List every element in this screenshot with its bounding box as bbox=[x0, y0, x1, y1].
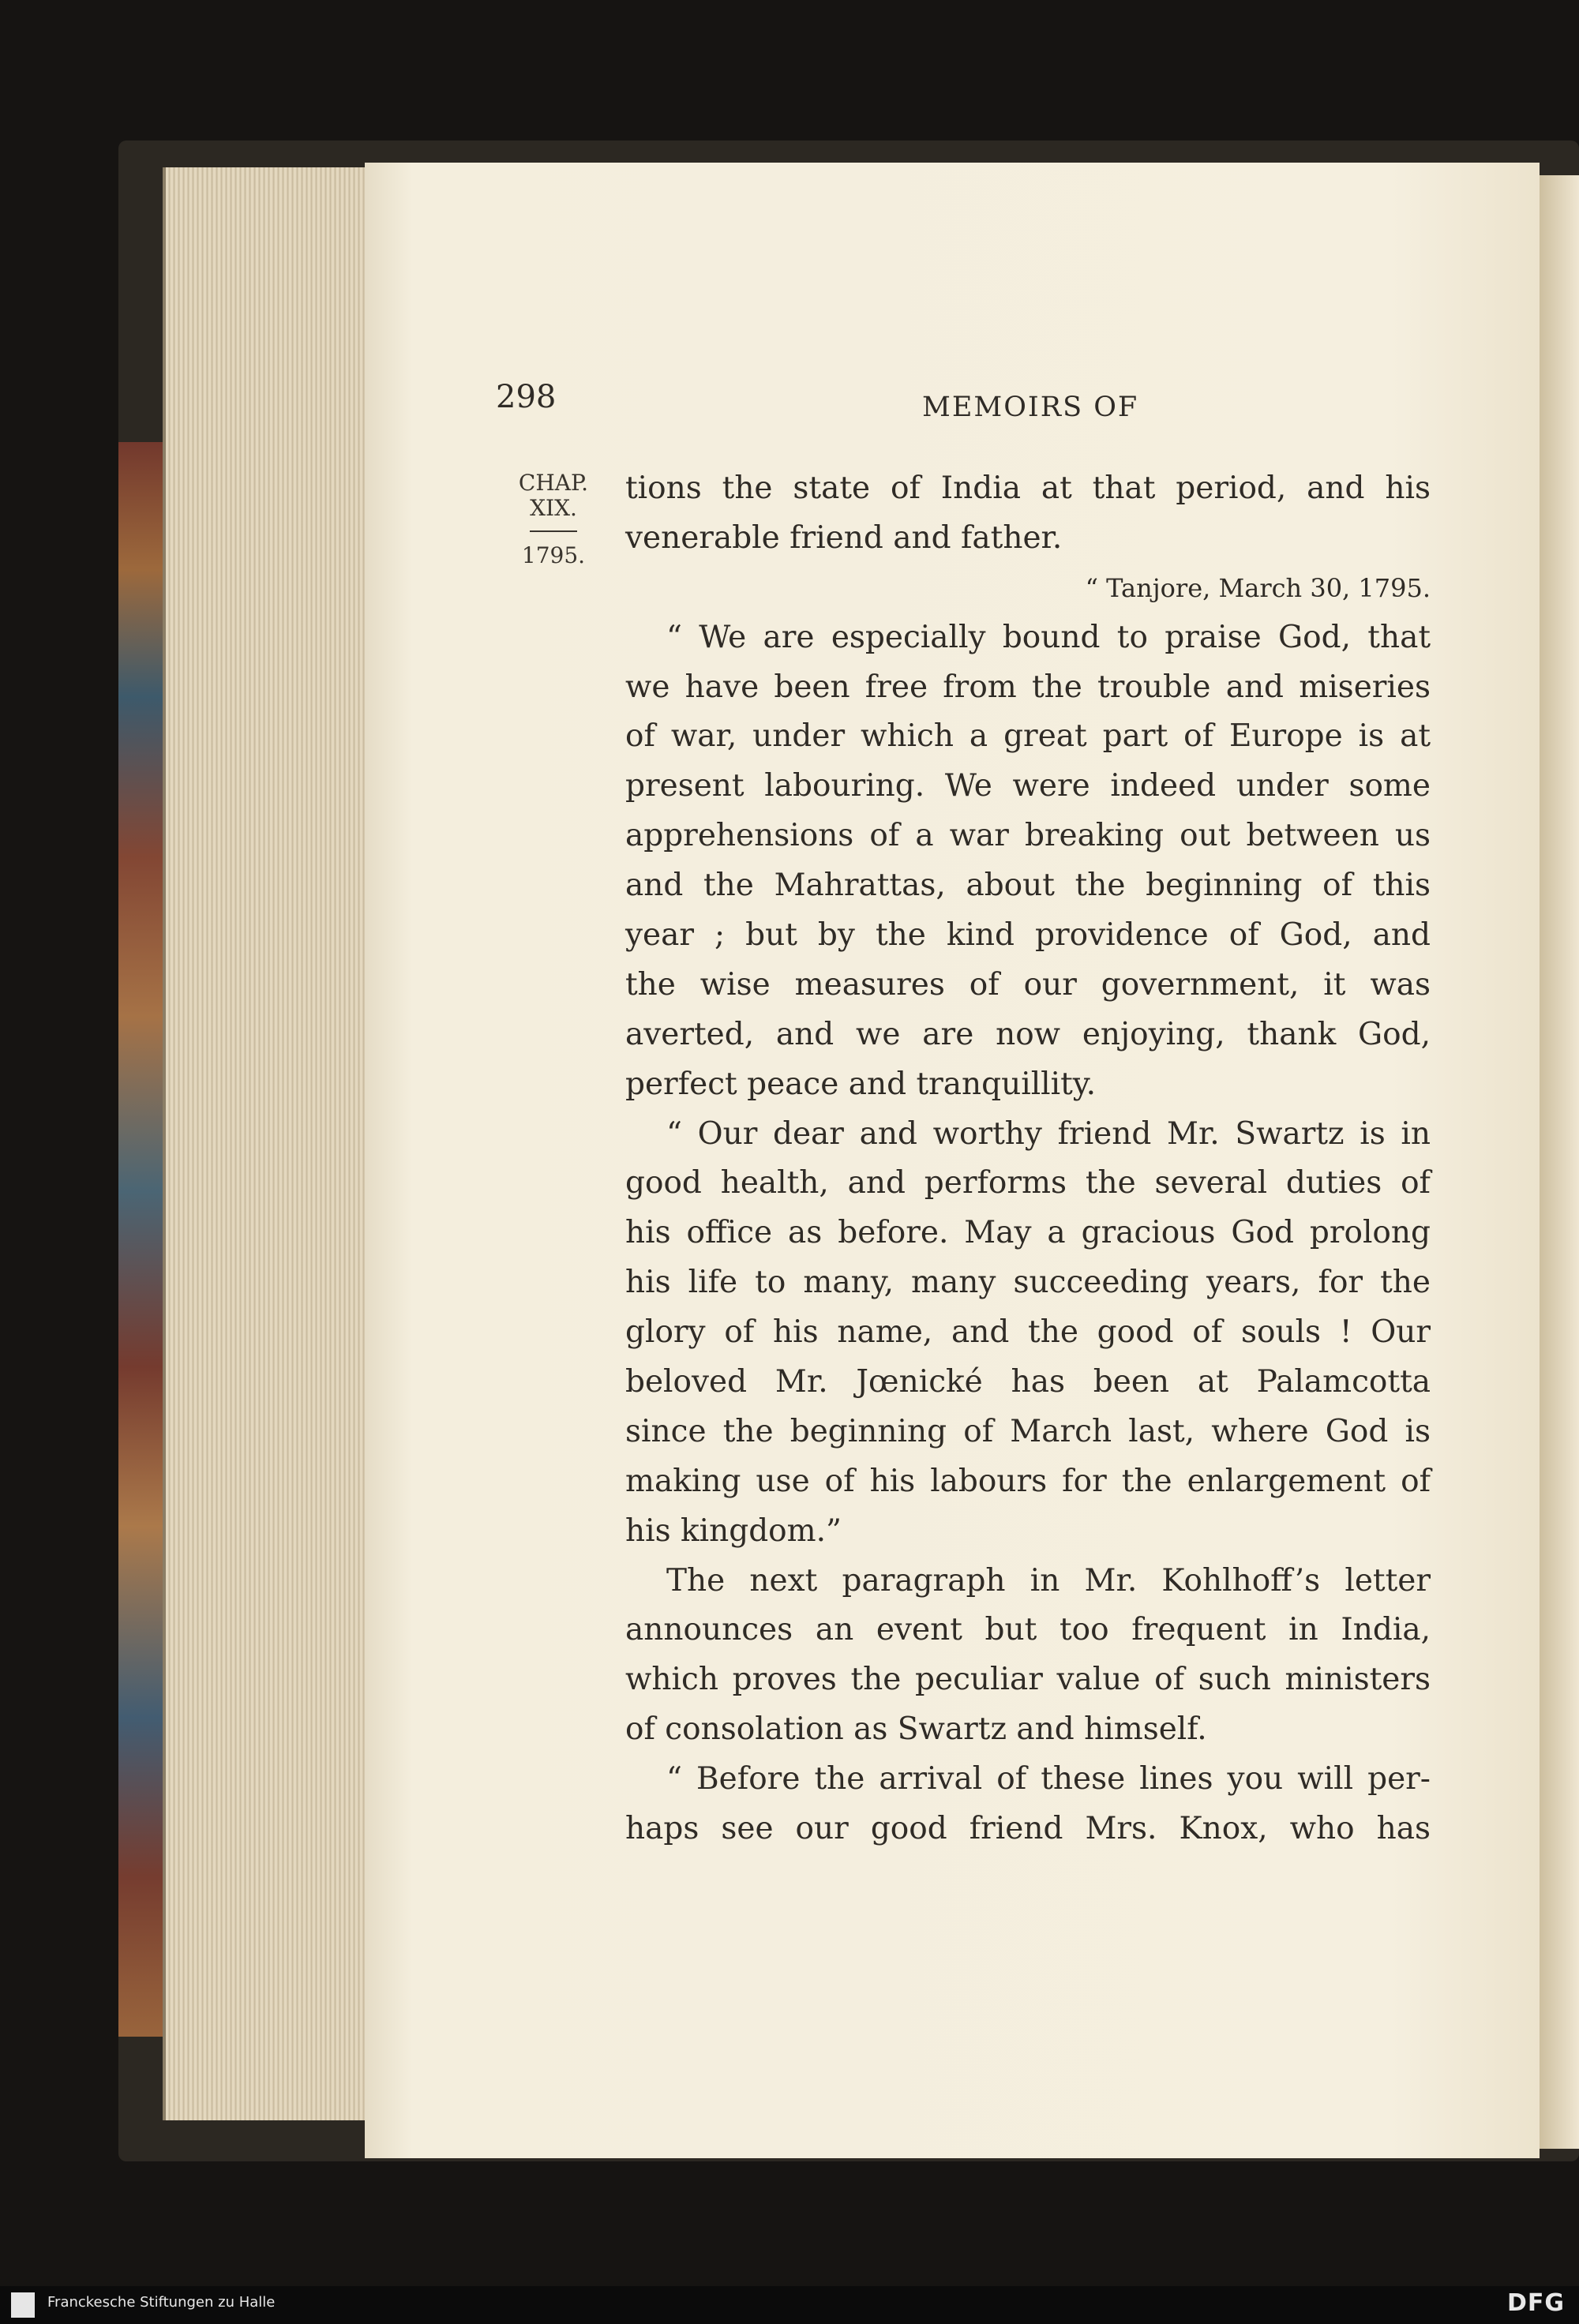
text-line: of war, under which a great part of Europe is at bbox=[625, 718, 1431, 755]
text-line: making use of his labours for the enlargement of bbox=[625, 1463, 1431, 1499]
page-number: 298 bbox=[496, 379, 557, 415]
chapter-label: CHAP. bbox=[518, 470, 589, 496]
text-line: of consolation as Swartz and himself. bbox=[625, 1711, 1207, 1748]
dfg-logo: DFG bbox=[1506, 2289, 1565, 2317]
text-line: his kingdom.” bbox=[625, 1512, 842, 1549]
running-head: MEMOIRS OF bbox=[922, 392, 1139, 423]
text-line: present labouring. We were indeed under some bbox=[625, 768, 1431, 804]
facing-page-edge bbox=[1540, 175, 1579, 2149]
text-line: haps see our good friend Mrs. Knox, who has bbox=[625, 1811, 1431, 1847]
institution-logo-icon bbox=[11, 2292, 35, 2318]
text-line: “ Before the arrival of these lines you will per- bbox=[666, 1761, 1431, 1797]
text-line: glory of his name, and the good of souls ! Our bbox=[625, 1314, 1431, 1351]
institution-name: Franckesche Stiftungen zu Halle bbox=[47, 2294, 276, 2311]
text-line: “ We are especially bound to praise God, that bbox=[666, 619, 1431, 655]
text-line: and the Mahrattas, about the beginning of this bbox=[625, 868, 1431, 904]
text-line: the wise measures of our government, it was bbox=[625, 966, 1431, 1003]
text-line: announces an event but too frequent in India, bbox=[625, 1612, 1431, 1648]
text-line: which proves the peculiar value of such ministers bbox=[625, 1662, 1431, 1698]
chapter-numeral: XIX. bbox=[530, 495, 577, 521]
text-line: good health, and performs the several duties of bbox=[625, 1165, 1431, 1201]
body-text bbox=[625, 464, 1431, 1854]
text-line: we have been free from the trouble and miseries bbox=[625, 669, 1431, 705]
marbled-edge bbox=[118, 442, 164, 2037]
text-line: “ Tanjore, March 30, 1795. bbox=[1085, 572, 1431, 603]
text-line: year ; but by the kind providence of God, and bbox=[625, 917, 1431, 954]
text-line: tions the state of India at that period, and his bbox=[625, 470, 1431, 506]
margin-note bbox=[513, 470, 594, 568]
text-line: apprehensions of a war breaking out between us bbox=[625, 818, 1431, 854]
text-line: The next paragraph in Mr. Kohlhoff’s letter bbox=[666, 1562, 1431, 1599]
text-line: his life to many, many succeeding years, for the bbox=[625, 1265, 1431, 1301]
text-line: since the beginning of March last, where God is bbox=[625, 1413, 1431, 1449]
text-line: averted, and we are now enjoying, thank God, bbox=[625, 1016, 1431, 1052]
text-line: venerable friend and father. bbox=[625, 519, 1063, 556]
margin-rule bbox=[530, 530, 577, 532]
margin-year: 1795. bbox=[521, 542, 586, 568]
text-line: perfect peace and tranquillity. bbox=[625, 1066, 1097, 1102]
text-line: his office as before. May a gracious God prolong bbox=[625, 1215, 1431, 1251]
text-line: “ Our dear and worthy friend Mr. Swartz is in bbox=[666, 1115, 1431, 1152]
page-block-edges bbox=[163, 167, 373, 2120]
text-line: beloved Mr. Jœnické has been at Palamcotta bbox=[625, 1364, 1431, 1400]
